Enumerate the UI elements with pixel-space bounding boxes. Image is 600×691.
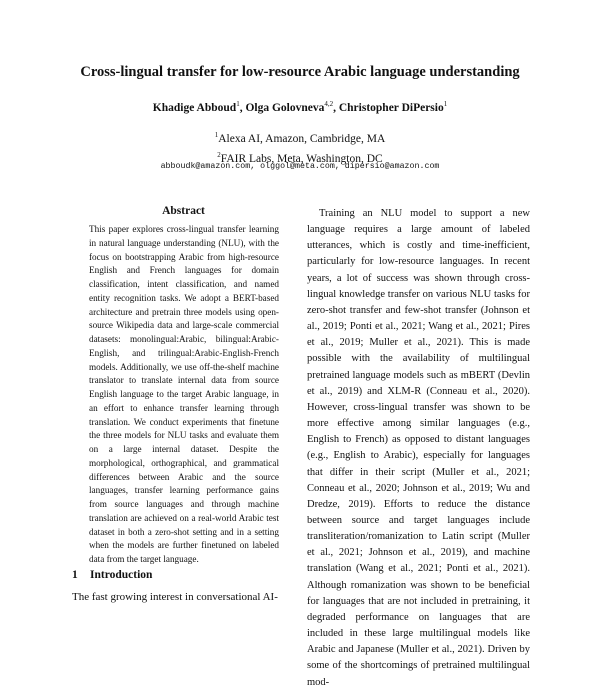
affiliation-text: Alexa AI, Amazon, Cambridge, MA [218,132,386,145]
author-name: Olga Golovneva [245,101,325,114]
affiliation-text: FAIR Labs, Meta, Washington, DC [220,152,383,165]
author-separator: , [239,101,246,114]
section-number: 1 [72,569,78,581]
author-name: Khadige Abboud [152,101,237,114]
affiliation-mark: 4,2 [324,100,334,108]
paper-title: Cross-lingual transfer for low-resource Arabic language understanding [80,64,520,80]
right-column [307,206,530,691]
body-paragraph: Training an NLU model to support a new language requires a large amount of labeled utterances, which is costly and time-inefficient, particularly for low-resource languages. In recent years, a lot of success was shown through cross-lingual knowledge transfer on various NLU tasks for zero-shot transfer and few-shot transfer (Johnson et al., 2019; Ponti et al., 2021; Wang et al., 2021; Pires et al., 2019; Muller et al., 2021). This is made possible with the availability of multilingual pretrained language models such as mBERT (Devlin et al., 2019) and XLM-R (Conneau et al., 2020). However, cross-lingual transfer was shown to be more effective among similar languages (e.g., English to French) as opposed to distant languages (e.g., English to Arabic), especially for languages that differ in their script (Muller et al., 2021; Conneau et al., 2020; Johnson et al., 2019; Wu and Dredze, 2019). Efforts to reduce the distance between source and target languages include transliteration/romanization to Latin script (Muller et al., 2021; Johnson et al., 2019), and machine translation (Wang et al., 2021; Ponti et al., 2021). Although romanization was shown to be beneficial for languages that are not included in pretraining, it degraded performance on languages that are included in these large multilingual models like Arabic and Japanese (Muller et al., 2021). Driven by some of the shortcomings of pretrained multilingual mod- [307,208,530,688]
author-name: Christopher DiPersio [338,101,444,114]
affiliation-mark: 1 [236,100,240,108]
affiliation-mark: 2 [217,150,221,159]
section-heading [72,569,152,581]
affiliation-mark: 1 [443,100,448,108]
affiliation-list [0,127,600,167]
intro-first-line: The fast growing interest in conversational AI- [72,591,278,603]
abstract-heading: Abstract [162,205,205,217]
author-emails: abboudk@amazon.com, olggol@meta.com, dipersio@amazon.com [160,162,440,171]
affiliation-mark: 1 [214,131,219,139]
section-title: Introduction [90,569,153,581]
abstract-text: This paper explores cross-lingual transfer learning in natural language understanding (NLU), with the focus on bootstrapping Arabic from high-resource English and French languages for domain classification, intent classification, and named entity recognition tasks. We adopt a BERT-based architecture and pretrain three models using open-source Wikipedia data and large-scale commercial datasets: monolingual:Arabic, bilingual:Arabic-English, and trilingual:Arabic-English-French models. Additionally, we use off-the-shelf machine translator to translate internal data from source English language to the target Arabic language, in an effort to enhance transfer learning through translation. We conduct experiments that finetune the three models for NLU tasks and evaluate them on a large internal dataset. Despite the morphological, orthographical, and grammatical differences between Arabic and the source languages, transfer learning performance gains from source languages and through machine translation are achieved on a real-world Arabic test dataset in both a zero-shot setting and in a setting when the models are further finetuned on labeled data from the target language. [89,224,279,564]
author-separator: , [333,101,339,114]
author-list [0,100,600,114]
affiliation-line [0,127,600,147]
